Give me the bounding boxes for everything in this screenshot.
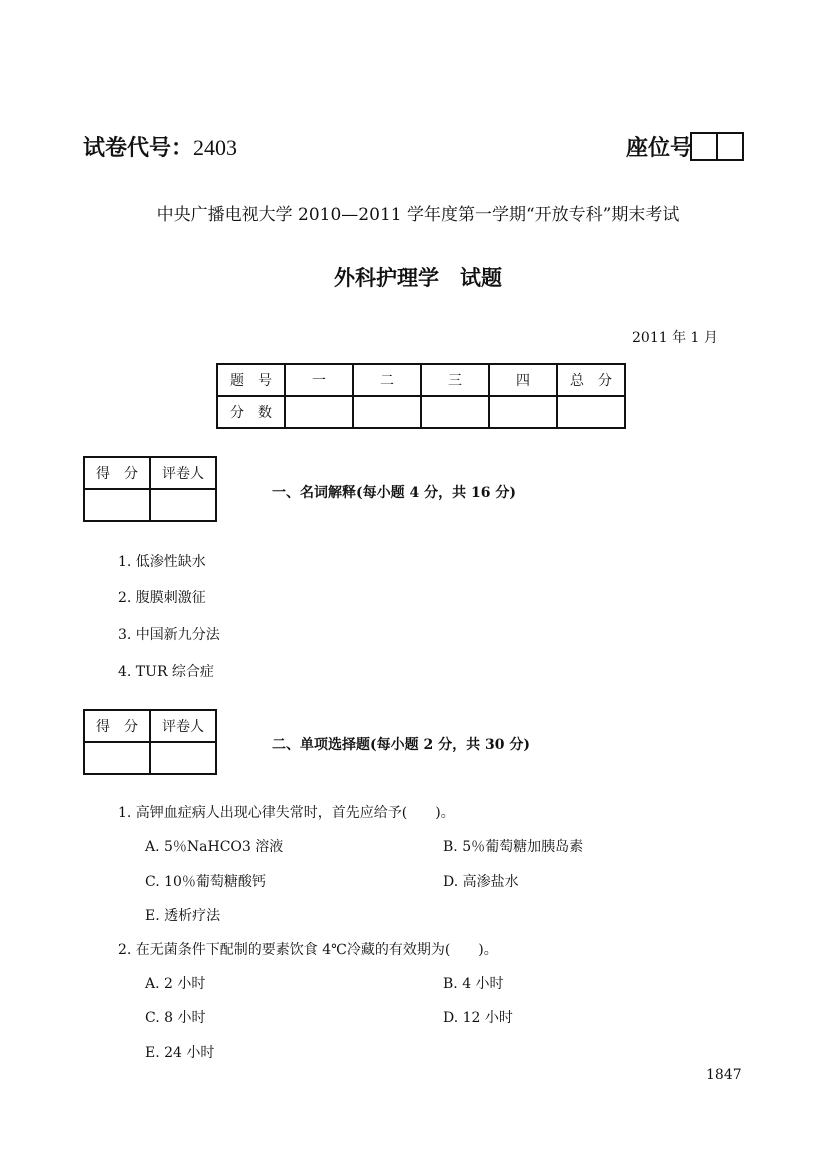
seat-box-2	[716, 132, 744, 161]
score-table-header-row	[217, 364, 625, 396]
score-header-cell: 总 分	[557, 364, 625, 396]
score-cell	[421, 396, 489, 428]
question-1-option-b: B. 5％葡萄糖加胰岛素	[443, 839, 584, 855]
grade-box-section2	[83, 709, 217, 775]
question-2-stem: 2. 在无菌条件下配制的要素饮食 4℃冷藏的有效期为( )。	[118, 942, 498, 958]
question-2-option-b: B. 4 小时	[443, 976, 504, 992]
question-1-option-e: E. 透析疗法	[145, 908, 221, 924]
question-1-option-d: D. 高渗盐水	[443, 874, 519, 890]
exam-code-label: 试卷代号：	[83, 136, 194, 161]
exam-date: 2011 年 1 月	[632, 330, 718, 346]
score-cell	[285, 396, 353, 428]
grade-grader-cell	[150, 742, 216, 774]
exam-subtitle: 中央广播电视大学 2010—2011 学年度第一学期“开放专科”期末考试	[156, 205, 680, 225]
grade-score-cell	[84, 489, 150, 521]
score-header-cell: 三	[421, 364, 489, 396]
grade-score-cell	[84, 742, 150, 774]
section1-item: 1. 低渗性缺水	[118, 554, 206, 570]
grade-score-label: 得 分	[84, 457, 150, 489]
score-header-cell: 题 号	[217, 364, 285, 396]
seat-box-1	[690, 132, 718, 161]
grade-grader-label: 评卷人	[150, 710, 216, 742]
section1-item: 3. 中国新九分法	[118, 627, 220, 643]
section2-heading: 二、单项选择题(每小题 2 分，共 30 分)	[272, 737, 530, 753]
seat-number-label: 座位号	[626, 136, 693, 161]
exam-code	[83, 131, 237, 162]
score-header-cell: 一	[285, 364, 353, 396]
exam-title: 外科护理学 试题	[334, 266, 502, 290]
score-cell	[489, 396, 557, 428]
question-1-option-a: A. 5％NaHCO3 溶液	[145, 839, 284, 855]
score-cell	[353, 396, 421, 428]
question-2-option-c: C. 8 小时	[145, 1010, 206, 1026]
section1-item: 2. 腹膜刺激征	[118, 590, 206, 606]
seat-number	[626, 131, 744, 162]
question-1-stem: 1. 高钾血症病人出现心律失常时，首先应给予( )。	[118, 805, 455, 821]
section1-item: 4. TUR 综合症	[118, 664, 214, 680]
question-1-option-c: C. 10％葡萄糖酸钙	[145, 874, 266, 890]
score-cell	[557, 396, 625, 428]
question-2-option-a: A. 2 小时	[145, 976, 206, 992]
section1-heading: 一、名词解释(每小题 4 分，共 16 分)	[272, 485, 516, 501]
grade-score-label: 得 分	[84, 710, 150, 742]
score-row-label: 分 数	[217, 396, 285, 428]
score-table-score-row	[217, 396, 625, 428]
question-2-option-e: E. 24 小时	[145, 1045, 215, 1061]
page-number: 1847	[706, 1067, 742, 1083]
grade-box-section1	[83, 456, 217, 522]
exam-code-value: 2403	[193, 135, 238, 160]
score-table	[216, 363, 626, 429]
score-header-cell: 二	[353, 364, 421, 396]
score-header-cell: 四	[489, 364, 557, 396]
grade-grader-label: 评卷人	[150, 457, 216, 489]
question-2-option-d: D. 12 小时	[443, 1010, 513, 1026]
grade-grader-cell	[150, 489, 216, 521]
